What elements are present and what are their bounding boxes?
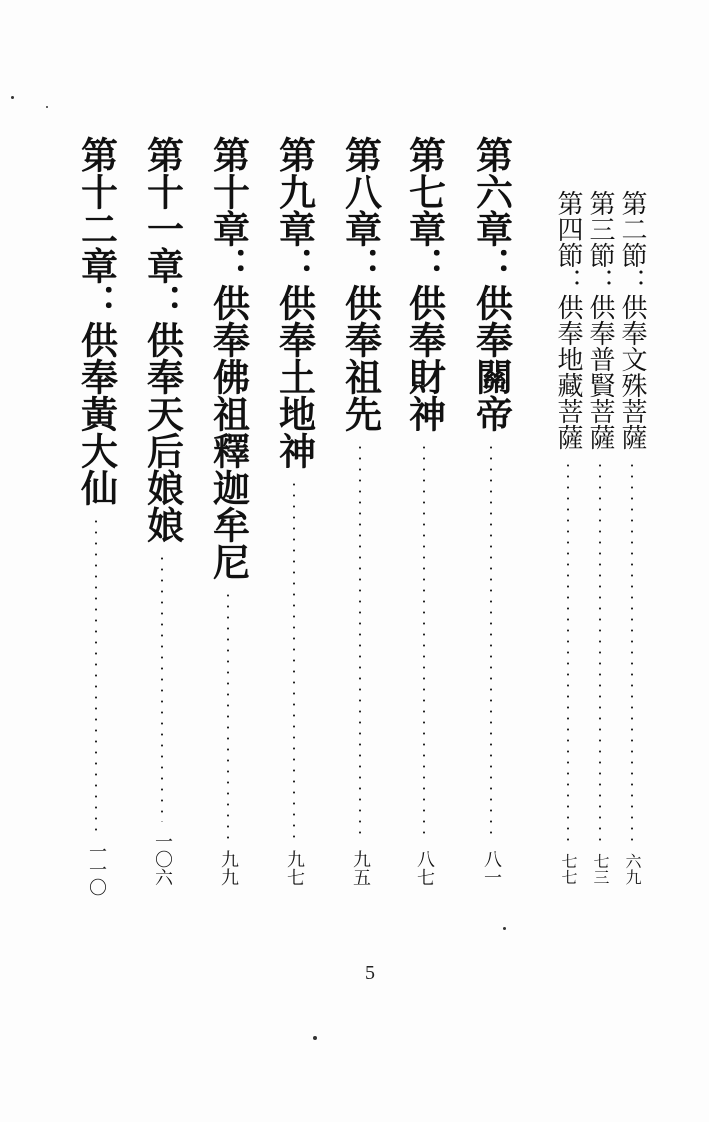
toc-entry-page: 九七 xyxy=(284,850,305,886)
toc-entry-page: 九五 xyxy=(350,850,371,886)
toc-entry-title: 第三節：供奉普賢菩薩 xyxy=(585,190,615,450)
toc-entry-page: 七七 xyxy=(559,853,578,885)
toc-entry-page: 七三 xyxy=(591,853,610,885)
toc-entry-chapter-7 xyxy=(402,136,446,886)
toc-entry-page: 一〇六 xyxy=(152,832,173,886)
toc-entry-page: 六九 xyxy=(623,853,642,885)
dot-leader xyxy=(567,460,569,843)
dot-leader xyxy=(599,460,601,843)
toc-entry-page: 八七 xyxy=(414,850,435,886)
dot-leader xyxy=(293,479,295,840)
toc-entry-title: 第六章：供奉關帝 xyxy=(469,136,514,432)
toc-entry-chapter-10 xyxy=(206,136,250,886)
dot-leader xyxy=(227,590,229,840)
toc-entry-title: 第七章：供奉財神 xyxy=(402,136,447,432)
toc-entry-title: 第十二章：供奉黃大仙 xyxy=(74,136,119,506)
toc-entry-section-4 xyxy=(546,190,590,885)
toc-entry-page: 八一 xyxy=(481,850,502,886)
scan-speck xyxy=(11,96,14,99)
toc-entry-title: 第十章：供奉佛祖釋迦牟尼 xyxy=(206,136,251,580)
scan-speck xyxy=(313,1036,317,1040)
toc-entry-chapter-12 xyxy=(74,136,118,896)
dot-leader xyxy=(423,442,425,840)
dot-leader xyxy=(161,553,163,822)
scan-speck xyxy=(503,927,506,930)
toc-entry-page: 九九 xyxy=(218,850,239,886)
toc-entry-title: 第九章：供奉土地神 xyxy=(272,136,317,469)
dot-leader xyxy=(631,460,633,843)
toc-entry-chapter-9 xyxy=(272,136,316,886)
scan-speck xyxy=(46,106,48,108)
toc-entry-chapter-8 xyxy=(338,136,382,886)
toc-entry-chapter-11 xyxy=(140,136,184,886)
toc-entry-title: 第十一章：供奉天后娘娘 xyxy=(140,136,185,543)
toc-entry-title: 第八章：供奉祖先 xyxy=(338,136,383,432)
dot-leader xyxy=(490,442,492,840)
toc-entry-chapter-6 xyxy=(469,136,513,886)
toc-entry-title: 第四節：供奉地藏菩薩 xyxy=(553,190,583,450)
page-number: 5 xyxy=(365,962,375,984)
toc-entry-page: 一一〇 xyxy=(86,842,107,896)
dot-leader xyxy=(95,516,97,832)
dot-leader xyxy=(359,442,361,840)
toc-entry-title: 第二節：供奉文殊菩薩 xyxy=(617,190,647,450)
